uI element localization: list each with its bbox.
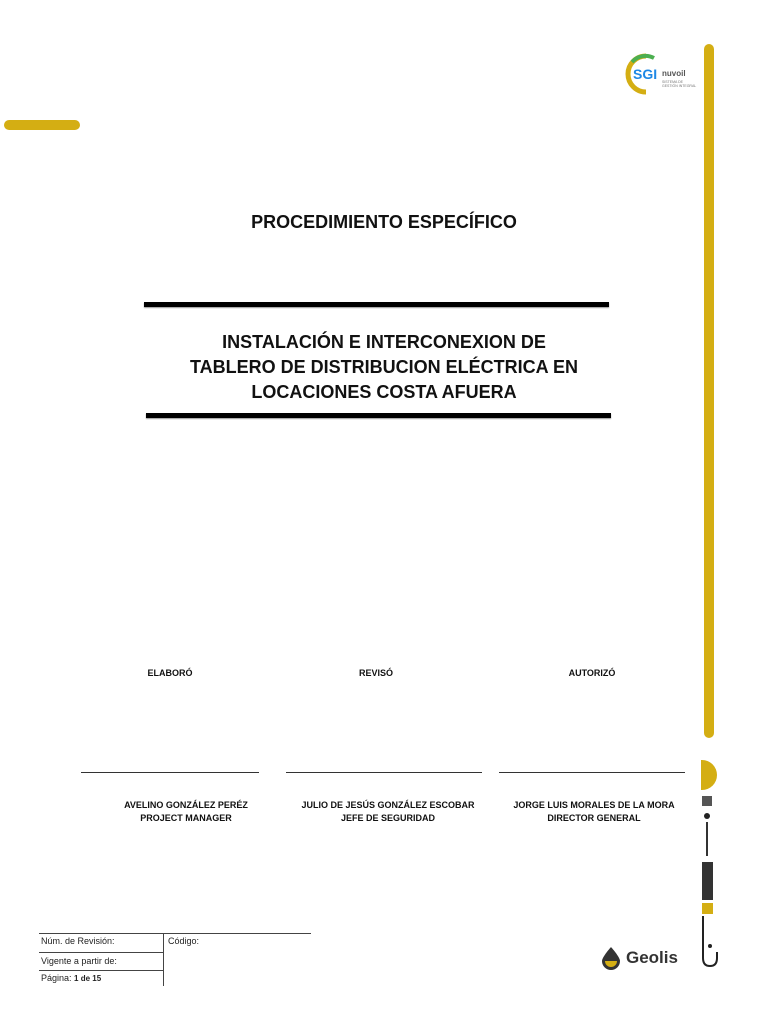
- footer-divider: [163, 933, 164, 986]
- geolis-wordmark: Geolis: [626, 948, 678, 967]
- yellow-accent-tab: [4, 120, 80, 130]
- hook-icon: [700, 916, 720, 968]
- title-rule-bottom: [146, 413, 611, 418]
- signer-reviso: [290, 799, 486, 825]
- document-title-line-1: INSTALACIÓN E INTERCONEXION DE: [222, 332, 546, 352]
- drop-icon: [600, 946, 622, 970]
- logo-tagline-2: GESTIÓN INTEGRAL: [662, 84, 697, 88]
- signer-elaboro: [96, 799, 276, 825]
- line-ornament: [706, 822, 708, 856]
- role-label-reviso: REVISÓ: [358, 668, 393, 678]
- pagina-value: 1 de 15: [74, 974, 102, 983]
- signer-name: JULIO DE JESÚS GONZÁLEZ ESCOBAR: [301, 800, 475, 810]
- codigo-label: Código:: [168, 936, 200, 946]
- signer-position: JEFE DE SEGURIDAD: [340, 813, 436, 823]
- logo-tagline-1: SISTEMA DE: [662, 80, 684, 84]
- title-rule-top: [144, 302, 609, 307]
- footer-rule: [39, 933, 311, 934]
- signature-line-elaboro: [81, 772, 259, 773]
- square-ornament: [702, 796, 712, 806]
- footer-rule: [39, 970, 163, 971]
- role-label-elaboro: ELABORÓ: [147, 668, 193, 678]
- signer-position: PROJECT MANAGER: [140, 813, 232, 823]
- signer-autorizo: [494, 799, 694, 825]
- document-title-line-2: TABLERO DE DISTRIBUCION ELÉCTRICA EN: [189, 357, 578, 377]
- footer-rule: [39, 952, 163, 953]
- signer-name: JORGE LUIS MORALES DE LA MORA: [513, 800, 675, 810]
- geolis-logo: [600, 945, 678, 971]
- revision-label: Núm. de Revisión:: [41, 936, 115, 946]
- half-circle-ornament: [701, 760, 717, 790]
- logo-brand: nuvoil: [662, 69, 686, 78]
- dot-ornament: [704, 813, 710, 819]
- signature-line-autorizo: [499, 772, 685, 773]
- right-accent-bar: [704, 44, 714, 738]
- document-title-line-3: LOCACIONES COSTA AFUERA: [251, 382, 517, 402]
- signature-line-reviso: [286, 772, 482, 773]
- document-title: [134, 330, 634, 405]
- signer-name: AVELINO GONZÁLEZ PERÉZ: [124, 800, 248, 810]
- pagina-label: Página:: [41, 973, 72, 983]
- role-label-autorizo: AUTORIZÓ: [568, 668, 616, 678]
- signer-position: DIRECTOR GENERAL: [547, 813, 641, 823]
- yellow-square-ornament: [702, 903, 713, 914]
- sgi-nuvoil-logo: [624, 52, 710, 96]
- page-title: PROCEDIMIENTO ESPECÍFICO: [251, 212, 517, 232]
- block-ornament: [702, 862, 713, 900]
- vigente-label: Vigente a partir de:: [41, 956, 117, 966]
- logo-letters: SGI: [633, 66, 658, 82]
- pagina-field: [41, 973, 101, 983]
